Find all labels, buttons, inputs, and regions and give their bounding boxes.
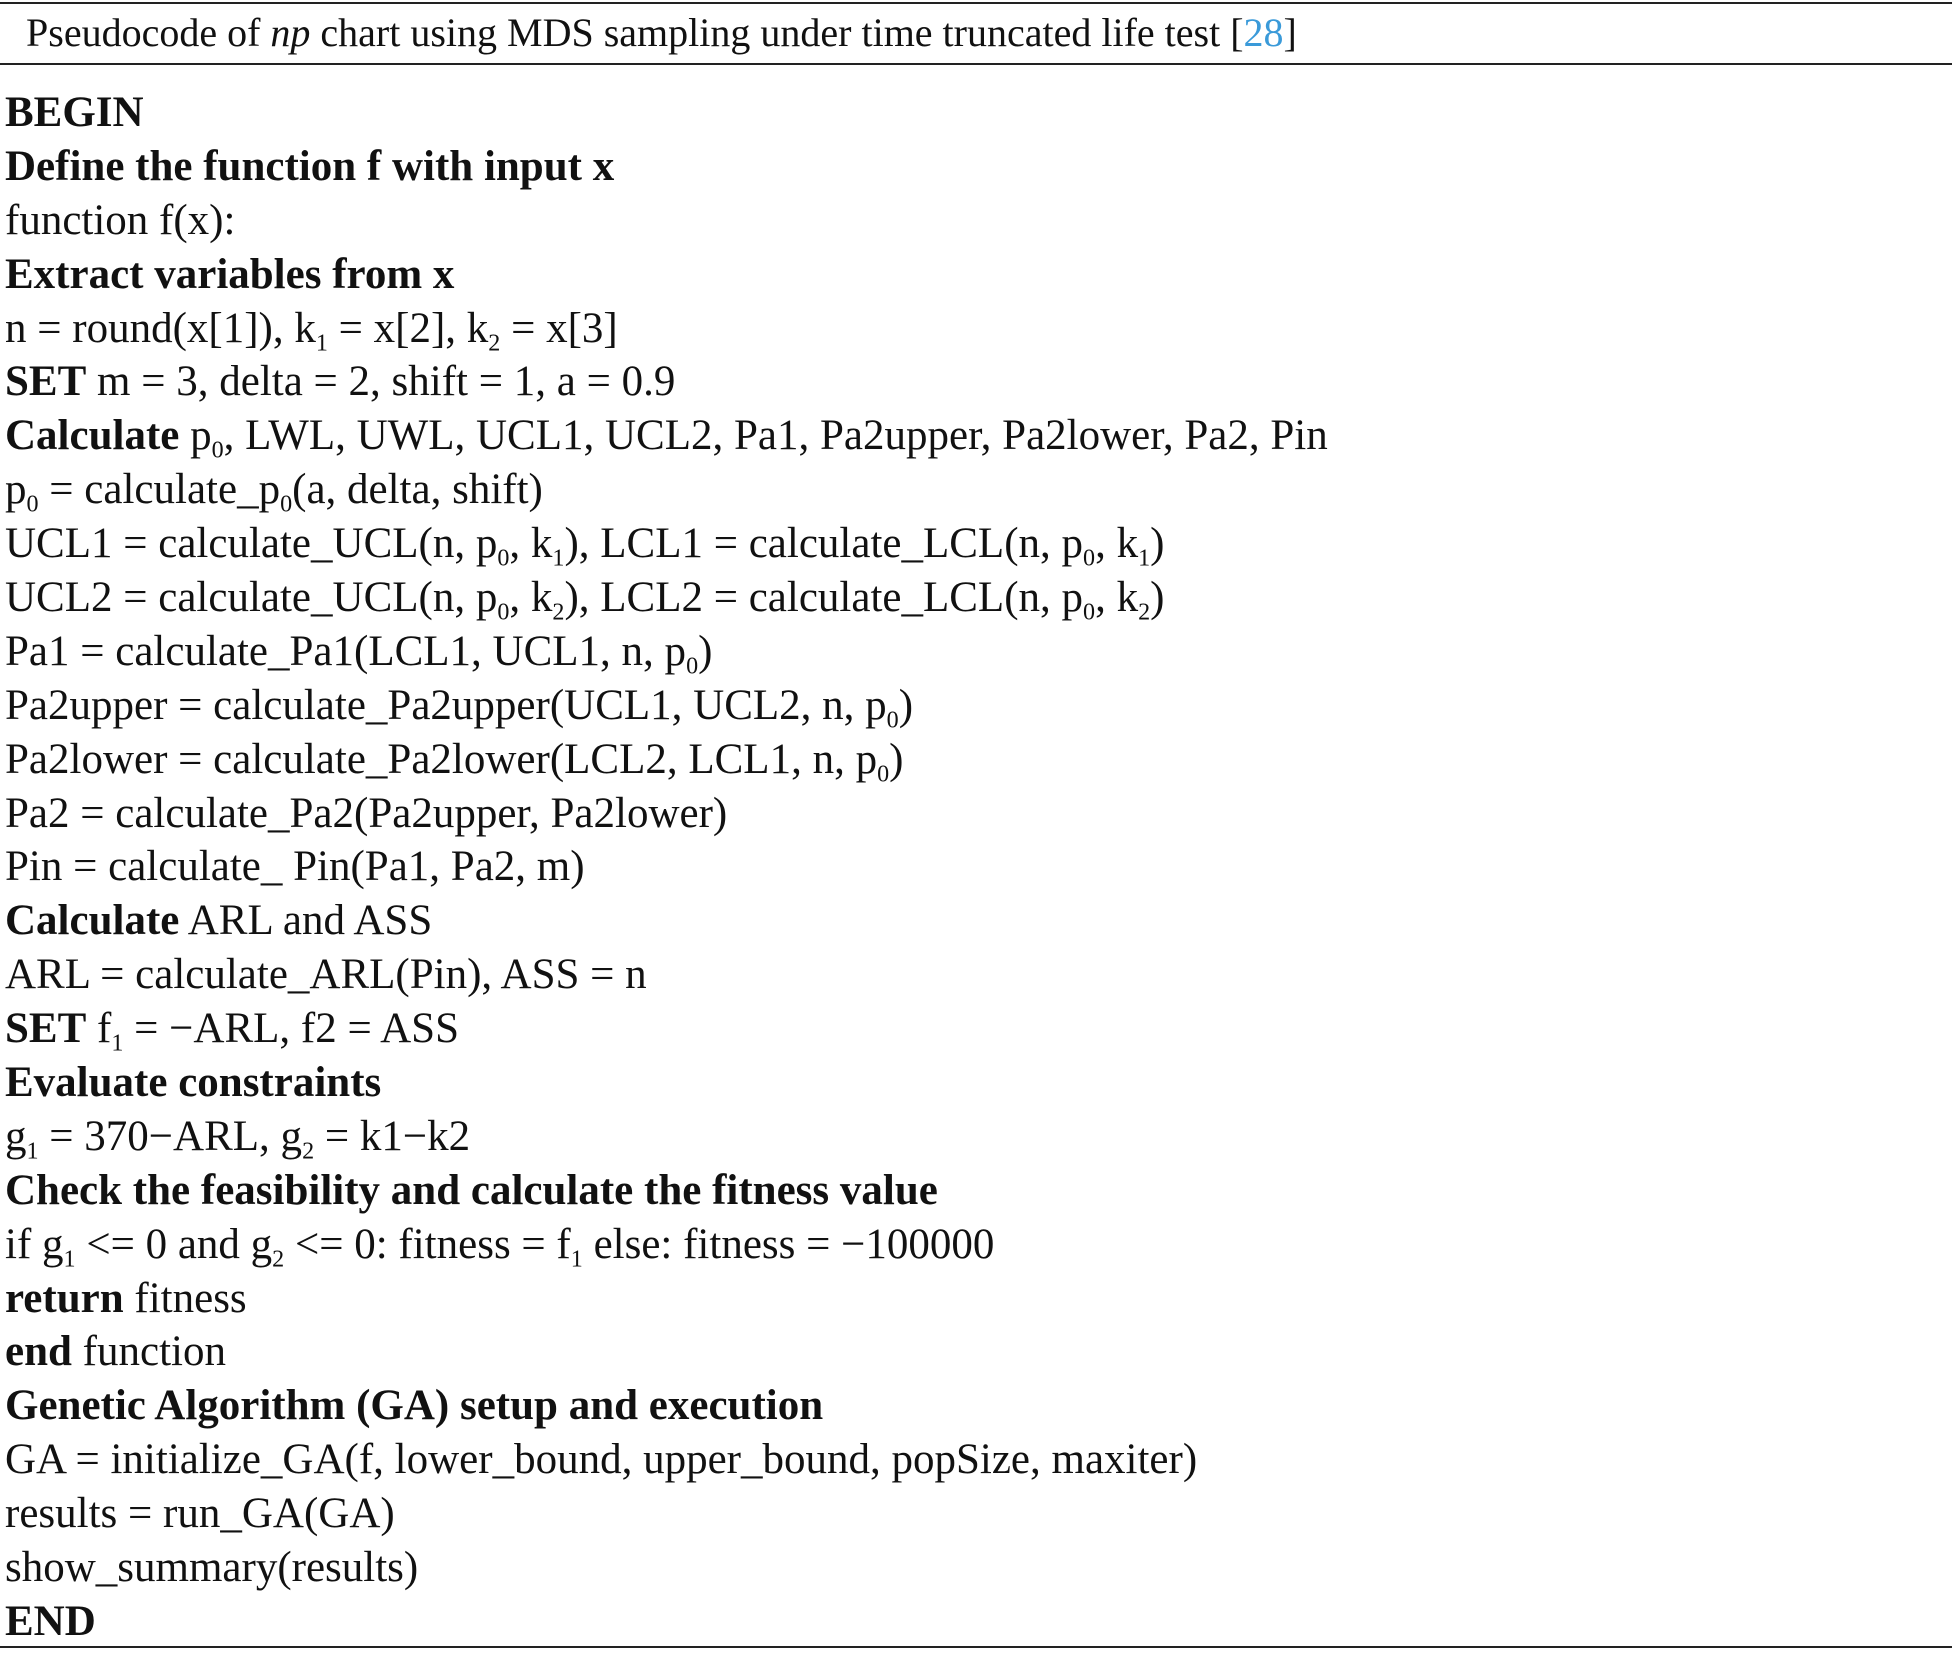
code-line [5, 248, 1945, 302]
code-text: else: fitness = −100000 [582, 1220, 995, 1268]
code-text: ) [698, 627, 713, 675]
code-text: Pa1 = calculate_Pa1(LCL1, UCL1, n, p [5, 627, 687, 675]
code-line [5, 1595, 1945, 1649]
code-text: ) [889, 735, 904, 783]
subscript: 0 [1083, 545, 1096, 572]
code-line [5, 1325, 1945, 1379]
code-text: , k [1095, 574, 1139, 622]
code-line [5, 86, 1945, 140]
caption-prefix: Pseudocode of [26, 10, 271, 55]
caption-separator-rule [0, 63, 1952, 65]
keyword: END [5, 1597, 96, 1645]
code-line [5, 625, 1945, 679]
code-text: UCL2 = calculate_UCL(n, p [5, 574, 498, 622]
code-text: function f(x): [5, 196, 236, 244]
subscript: 0 [1083, 599, 1096, 626]
code-text: ), LCL1 = calculate_LCL(n, p [564, 520, 1084, 568]
subscript: 2 [272, 1246, 285, 1273]
code-line [5, 840, 1945, 894]
code-text: ), LCL2 = calculate_LCL(n, p [564, 574, 1084, 622]
code-text: , k [509, 574, 553, 622]
code-text: p [179, 412, 212, 460]
code-text: , k [1095, 520, 1139, 568]
code-text: = −ARL, f2 = ASS [123, 1005, 459, 1053]
code-text: Pa2lower = calculate_Pa2lower(LCL2, LCL1, n, p [5, 735, 878, 783]
subscript: 1 [315, 329, 328, 356]
subscript: 1 [570, 1246, 583, 1273]
keyword: SET [5, 1005, 87, 1053]
code-text: ) [1150, 574, 1165, 622]
code-text: = 370−ARL, g [38, 1112, 303, 1160]
code-line [5, 894, 1945, 948]
code-text: (a, delta, shift) [292, 466, 543, 514]
code-line [5, 409, 1945, 463]
subscript: 1 [26, 1138, 39, 1165]
keyword: SET [5, 358, 87, 406]
subscript: 2 [1138, 599, 1151, 626]
pseudocode-body [5, 86, 1945, 1649]
code-line [5, 355, 1945, 409]
code-line [5, 787, 1945, 841]
keyword: Check the feasibility and calculate the fitness value [5, 1166, 938, 1214]
subscript: 0 [686, 653, 699, 680]
table-caption [26, 2, 1297, 63]
code-line [5, 517, 1945, 571]
code-text: if g [5, 1220, 64, 1268]
subscript: 0 [886, 707, 899, 734]
subscript: 1 [111, 1030, 124, 1057]
subscript: 1 [552, 545, 565, 572]
code-text: function [71, 1328, 226, 1376]
code-line [5, 463, 1945, 517]
code-line [5, 1002, 1945, 1056]
subscript: 2 [552, 599, 565, 626]
code-line [5, 194, 1945, 248]
code-line [5, 1056, 1945, 1110]
code-text: Pin = calculate_ Pin(Pa1, Pa2, m) [5, 843, 585, 891]
subscript: 2 [488, 329, 501, 356]
caption-np: np [270, 10, 311, 55]
code-line [5, 1433, 1945, 1487]
code-line [5, 1272, 1945, 1326]
code-text: ARL = calculate_ARL(Pin), ASS = n [5, 951, 647, 999]
code-line [5, 1110, 1945, 1164]
code-line [5, 948, 1945, 1002]
code-text: results = run_GA(GA) [5, 1490, 395, 1538]
code-text: ARL and ASS [179, 897, 433, 945]
code-line [5, 571, 1945, 625]
code-text: n = round(x[1]), k [5, 304, 316, 352]
code-line [5, 1541, 1945, 1595]
code-text: ) [898, 681, 914, 729]
caption-reference-link[interactable]: 28 [1243, 10, 1284, 55]
code-text: show_summary(results) [5, 1544, 419, 1592]
keyword: Extract variables from x [5, 250, 455, 298]
code-text: g [5, 1112, 27, 1160]
keyword: Evaluate constraints [5, 1059, 382, 1107]
subscript: 1 [1138, 545, 1151, 572]
code-line [5, 1487, 1945, 1541]
code-text: , LWL, UWL, UCL1, UCL2, Pa1, Pa2upper, Pa2lower, Pa2, Pin [223, 412, 1328, 460]
code-text: GA = initialize_GA(f, lower_bound, upper_bound, popSize, maxiter) [5, 1436, 1198, 1484]
code-text: <= 0: fitness = f [284, 1220, 571, 1268]
keyword: Calculate [5, 412, 180, 460]
subscript: 0 [26, 491, 39, 518]
code-line [5, 1218, 1945, 1272]
code-text: = calculate_p [38, 466, 281, 514]
keyword: Genetic Algorithm (GA) setup and execution [5, 1382, 824, 1430]
code-text: = x[2], k [327, 304, 489, 352]
subscript: 2 [302, 1138, 315, 1165]
caption-suffix: ] [1283, 10, 1297, 55]
subscript: 0 [877, 761, 890, 788]
subscript: 1 [63, 1246, 76, 1273]
code-text: UCL1 = calculate_UCL(n, p [5, 520, 498, 568]
code-line [5, 679, 1945, 733]
code-text: ) [1150, 520, 1165, 568]
code-line [5, 302, 1945, 356]
code-line [5, 140, 1945, 194]
keyword: BEGIN [5, 89, 144, 136]
subscript: 0 [497, 599, 510, 626]
code-text: p [5, 466, 27, 514]
code-text: m = 3, delta = 2, shift = 1, a = 0.9 [86, 358, 676, 406]
code-text: <= 0 and g [75, 1220, 273, 1268]
subscript: 0 [280, 491, 293, 518]
code-line [5, 733, 1945, 787]
code-text: f [86, 1005, 112, 1053]
code-text: , k [509, 520, 553, 568]
keyword: Calculate [5, 897, 180, 945]
code-text: = x[3] [500, 304, 618, 352]
code-text: Pa2 = calculate_Pa2(Pa2upper, Pa2lower) [5, 789, 728, 837]
keyword: end [5, 1328, 72, 1376]
caption-middle: chart using MDS sampling under time truncated life test [ [310, 10, 1244, 55]
subscript: 0 [497, 545, 510, 572]
code-text: Pa2upper = calculate_Pa2upper(UCL1, UCL2, n, p [5, 681, 887, 729]
subscript: 0 [211, 437, 224, 464]
keyword: Define the function f with input x [5, 142, 615, 190]
table-bottom-rule [0, 1646, 1952, 1648]
code-line [5, 1164, 1945, 1218]
keyword: return [5, 1274, 124, 1322]
code-text: fitness [123, 1274, 247, 1322]
code-line [5, 1379, 1945, 1433]
code-text: = k1−k2 [314, 1112, 471, 1160]
